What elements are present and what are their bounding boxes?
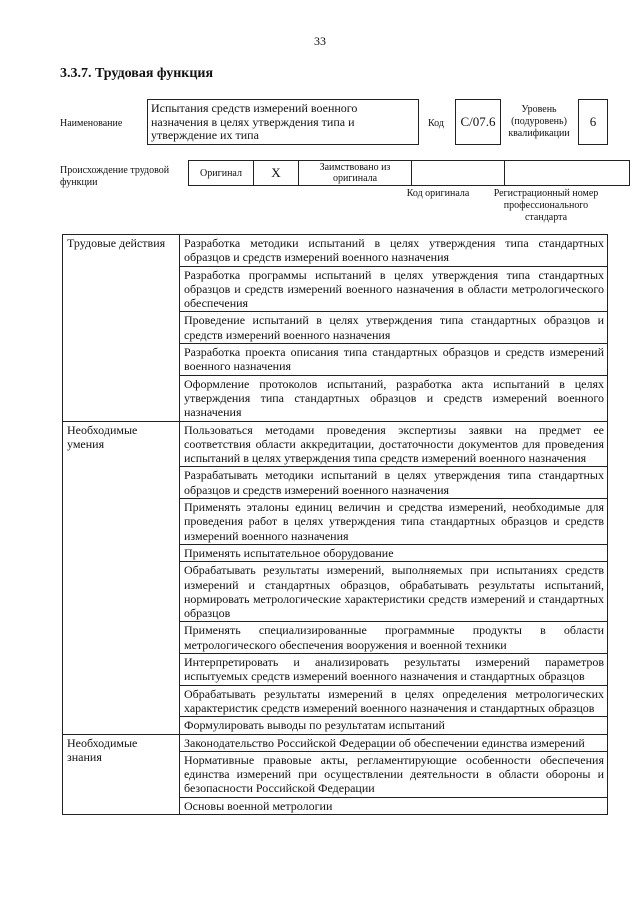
section-item-cell: Применять эталоны единиц величин и средства измерений, необходимые для проведения работ в целях утверждения типа стандартных образцов и средств измерений военного назначения xyxy=(180,499,608,545)
page-number: 33 xyxy=(314,34,326,48)
labor-function-table xyxy=(62,234,608,815)
origin-borrowed-cell: Заимствовано из оригинала xyxy=(299,161,412,186)
level-label: Уровень (подуровень) квалификации xyxy=(508,104,570,139)
section-item-cell: Законодательство Российской Федерации об обеспечении единства измерений xyxy=(180,734,608,751)
section-item-cell: Пользоваться методами проведения экспертизы заявки на предмет ее соответствия области аккредитации, достаточности документов для проведения испытаний в целях утверждения типа средств измерений военного назначения xyxy=(180,421,608,467)
origin-original-cell: Оригинал xyxy=(189,161,254,186)
origin-code-cell xyxy=(412,161,505,186)
section-item-cell: Обрабатывать результаты измерений, выполняемых при испытаниях средств измерений и стандартных образцов, обрабатывать результаты испытаний, нормировать метрологические характеристики средств измерений и стандартных образцов xyxy=(180,562,608,622)
section-title-cell: Трудовые действия xyxy=(63,235,180,422)
section-item-cell: Применять специализированные программные продукты в области метрологического обеспечения вооружения и военной техники xyxy=(180,622,608,654)
code-box xyxy=(455,99,501,145)
reg-number-caption: Регистрационный номер профессионального стандарта xyxy=(493,188,599,223)
section-title-cell: Необходимые знания xyxy=(63,734,180,814)
section-item-cell: Обрабатывать результаты измерений в целях определения метрологических характеристик средств измерений военного назначения и стандартных образцов xyxy=(180,685,608,717)
function-name-value: Испытания средств измерений военного назначения в целях утверждения типа и утверждение их типа xyxy=(151,101,358,142)
section-item-cell: Формулировать выводы по результатам испытаний xyxy=(180,717,608,734)
name-label: Наименование xyxy=(60,118,123,129)
code-value: C/07.6 xyxy=(460,114,496,129)
section-heading: 3.3.7. Трудовая функция xyxy=(60,66,214,81)
origin-label: Происхождение трудовой функции xyxy=(60,165,170,188)
section-item-cell: Разработка проекта описания типа стандартных образцов и средств измерений военного назначения xyxy=(180,344,608,376)
section-item-cell: Разработка методики испытаний в целях утверждения типа стандартных образцов и средств измерений военного назначения xyxy=(180,235,608,267)
section-item-cell: Интерпретировать и анализировать результаты измерений параметров испытуемых средств измерений военного назначения и стандартных образцов xyxy=(180,654,608,686)
table-row xyxy=(63,235,608,267)
code-original-caption: Код оригинала xyxy=(406,188,470,199)
section-item-cell: Проведение испытаний в целях утверждения типа стандартных образцов и средств измерений военного назначения xyxy=(180,312,608,344)
section-item-cell: Нормативные правовые акты, регламентирующие особенности обеспечения единства измерений при осуществлении деятельности в области обороны и безопасности Российской Федерации xyxy=(180,751,608,797)
section-item-cell: Разрабатывать методики испытаний в целях утверждения типа стандартных образцов и средств измерений военного назначения xyxy=(180,467,608,499)
section-item-cell: Разработка программы испытаний в целях утверждения типа стандартных образцов и средств измерений военного назначения в области метрологического обеспечения xyxy=(180,266,608,312)
section-item-cell: Основы военной метрологии xyxy=(180,797,608,814)
section-item-cell: Применять испытательное оборудование xyxy=(180,544,608,561)
origin-reg-cell xyxy=(505,161,630,186)
level-value: 6 xyxy=(589,114,597,129)
code-label: Код xyxy=(428,118,444,129)
origin-mark-cell: X xyxy=(254,161,299,186)
function-name-box xyxy=(147,99,419,145)
section-item-cell: Оформление протоколов испытаний, разработка акта испытаний в целях утверждения типа стандартных образцов и средств измерений военного назначения xyxy=(180,375,608,421)
table-row xyxy=(63,734,608,751)
section-title-cell: Необходимые умения xyxy=(63,421,180,734)
table-row xyxy=(63,421,608,467)
origin-table xyxy=(188,160,630,186)
level-box xyxy=(578,99,608,145)
